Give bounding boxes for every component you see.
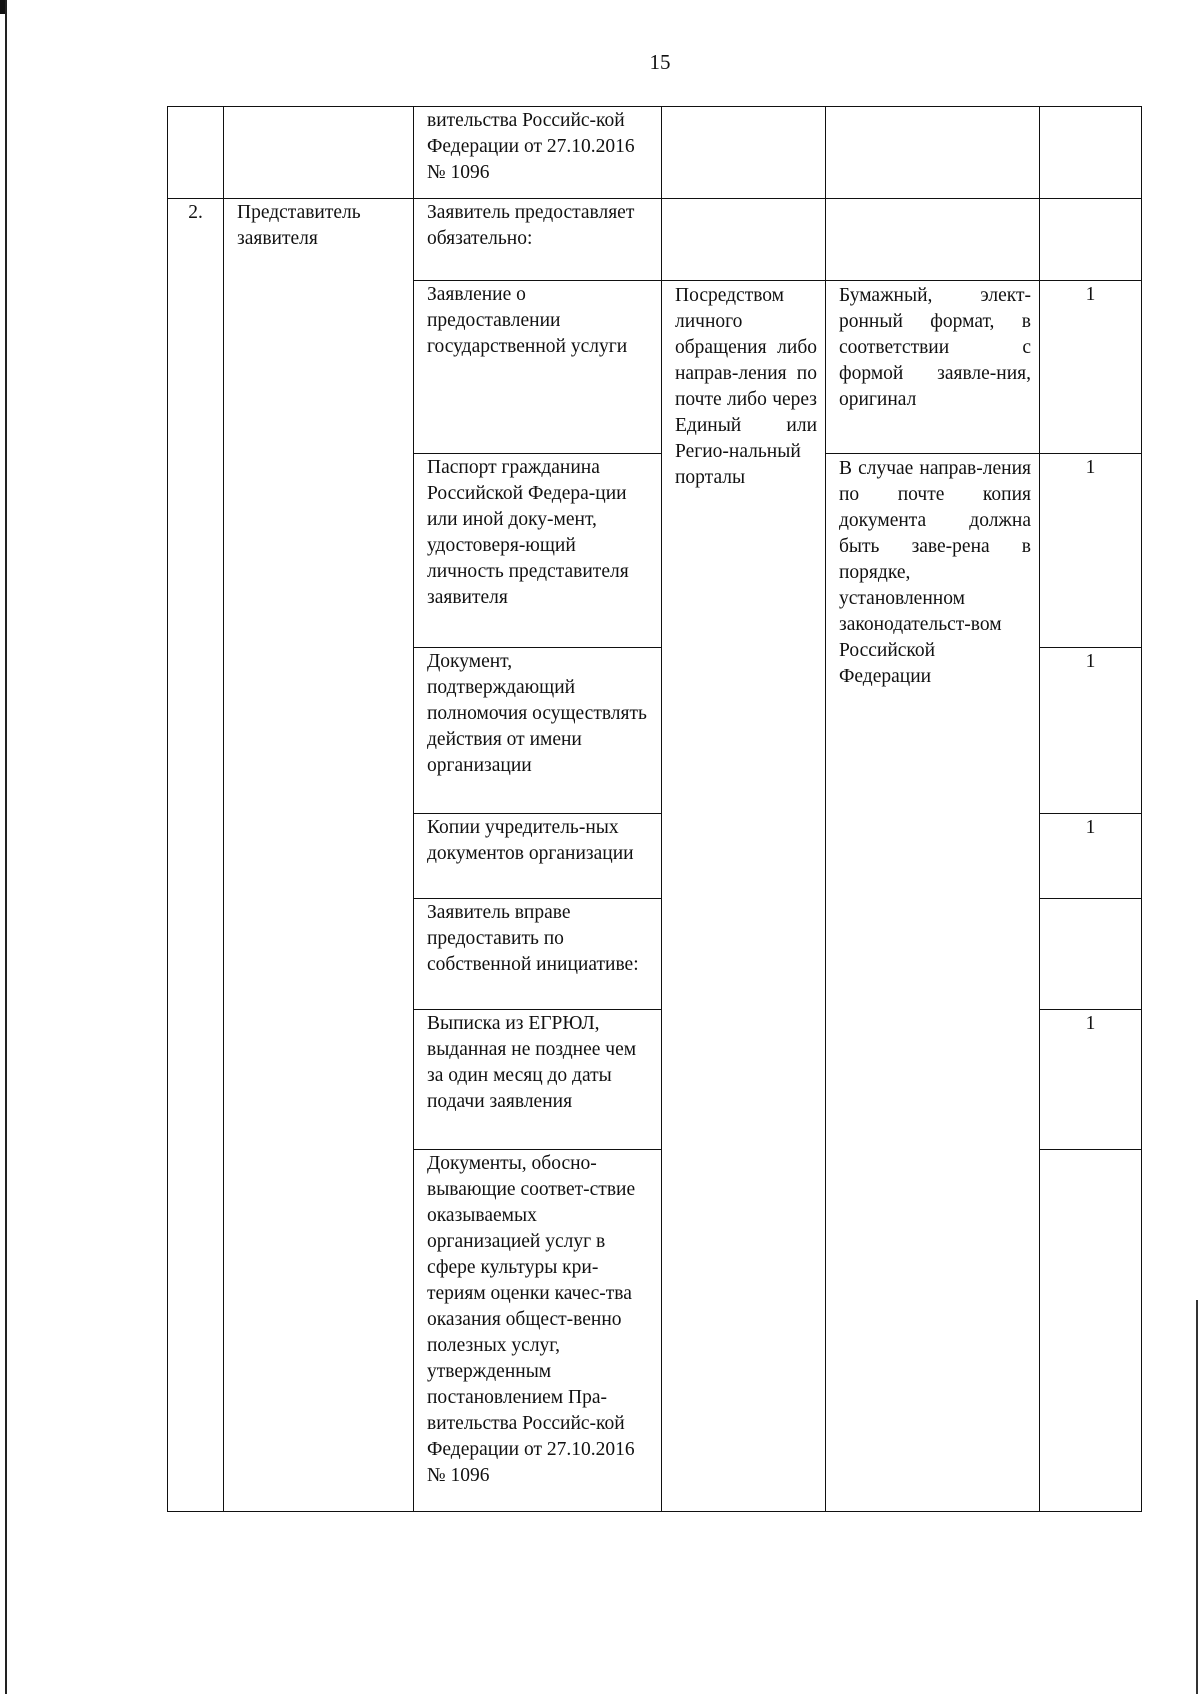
cell-submission-method: Посредством личного обращения либо направ-ления по почте либо через Единый или Регио-нальный порталы: [662, 281, 826, 1512]
cell-document-continued: вительства Российс-кой Федерации от 27.10.2016 № 1096: [414, 107, 662, 199]
cell-count: 1: [1040, 281, 1142, 454]
cell-count-empty: [1040, 899, 1142, 1010]
cell-number: 2.: [168, 199, 224, 1512]
cell-form: [826, 107, 1040, 199]
cell-count: [1040, 107, 1142, 199]
cell-method: [662, 107, 826, 199]
cell-document: Заявление о предоставлении государственной услуги: [414, 281, 662, 454]
cell-document: Паспорт гражданина Российской Федера-ции или иной доку-мент, удостоверя-ющий личность представителя заявителя: [414, 454, 662, 648]
cell-heading-mandatory: Заявитель предоставляет обязательно:: [414, 199, 662, 281]
page-number: 15: [649, 50, 671, 74]
cell-document: Выписка из ЕГРЮЛ, выданная не позднее чем за один месяц до даты подачи заявления: [414, 1010, 662, 1150]
cell-form-copies: В случае направ-ления по почте копия документа должна быть заве-рена в порядке, установленном законодательст-вом Российской Федерации: [826, 454, 1040, 1512]
cell-document: Копии учредитель-ных документов организации: [414, 814, 662, 899]
cell-category: [224, 107, 414, 199]
table-row: [168, 107, 1142, 199]
cell-category: Представитель заявителя: [224, 199, 414, 1512]
documents-table: [167, 106, 1142, 1512]
cell-heading-optional: Заявитель вправе предоставить по собственной инициативе:: [414, 899, 662, 1010]
cell-form: Бумажный, элект-ронный формат, в соответствии с формой заявле-ния, оригинал: [826, 281, 1040, 454]
scan-edge-left: [5, 0, 7, 1694]
cell-count-empty: [1040, 199, 1142, 281]
cell-method-empty: [662, 199, 826, 281]
cell-document: Документ, подтверждающий полномочия осуществлять действия от имени организации: [414, 648, 662, 814]
cell-number: [168, 107, 224, 199]
cell-count-empty: [1040, 1150, 1142, 1512]
cell-count: 1: [1040, 648, 1142, 814]
cell-form-empty: [826, 199, 1040, 281]
cell-count: 1: [1040, 814, 1142, 899]
scan-edge-right: [1196, 1300, 1198, 1694]
cell-count: 1: [1040, 454, 1142, 648]
cell-document: Документы, обосно-вывающие соответ-ствие оказываемых организацией услуг в сфере культуры кри-териям оценки качес-тва оказания общест-венно полезных услуг, утвержденным постановлением Пра-вительства Российс-кой Федерации от 27.10.2016 № 1096: [414, 1150, 662, 1512]
cell-count: 1: [1040, 1010, 1142, 1150]
table-row: [168, 199, 1142, 281]
